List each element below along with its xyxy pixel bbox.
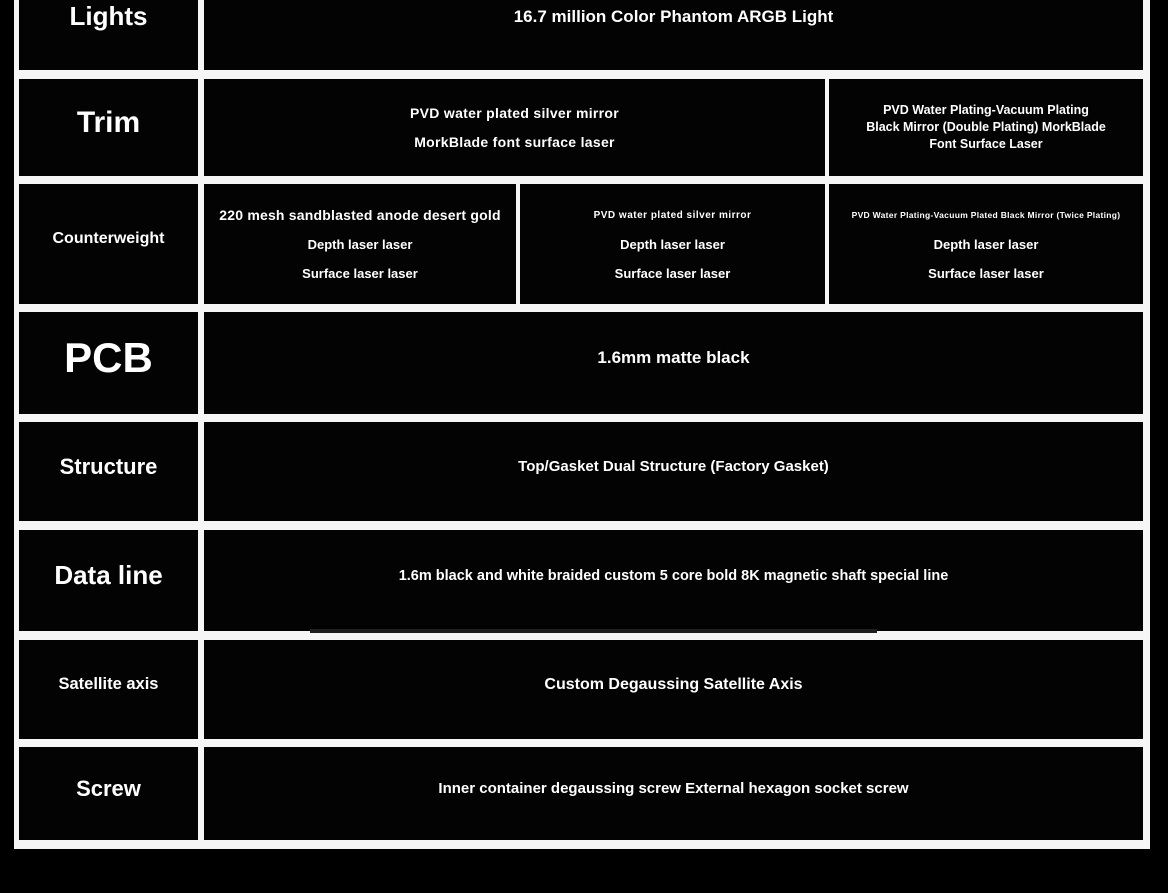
row-label-text: PCB (64, 334, 153, 381)
value-text: MorkBlade font surface laser (414, 133, 615, 150)
table-row (19, 530, 1143, 631)
value-text: Black Mirror (Double Plating) MorkBlade (866, 120, 1106, 134)
value-text: Surface laser laser (302, 265, 418, 281)
value-text: Depth laser laser (620, 236, 725, 252)
table-row (19, 79, 1143, 176)
value-text: Surface laser laser (614, 265, 731, 281)
table-row (19, 747, 1143, 840)
value-cell-counterweight-silver (520, 184, 825, 304)
value-text: Surface laser laser (928, 265, 1044, 281)
row-label-trim (19, 79, 198, 176)
row-values (204, 747, 1143, 840)
row-label-text: Screw (76, 775, 141, 801)
row-values (204, 422, 1143, 521)
row-values (204, 79, 1143, 176)
value-text: Top/Gasket Dual Structure (Factory Gasket) (518, 458, 829, 475)
value-cell-screw (204, 747, 1143, 840)
table-row (19, 422, 1143, 521)
value-cell-structure (204, 422, 1143, 521)
value-text: Font Surface Laser (929, 137, 1043, 151)
value-text: 1.6mm matte black (597, 348, 750, 367)
value-text: Depth laser laser (307, 236, 413, 252)
value-cell-trim-black (829, 79, 1143, 176)
value-text: 220 mesh sandblasted anode desert gold (219, 206, 501, 223)
row-values (204, 530, 1143, 631)
table-row (19, 640, 1143, 739)
value-text: Depth laser laser (933, 236, 1039, 252)
row-label-text: Trim (76, 105, 141, 139)
row-label-text: Lights (69, 1, 148, 31)
value-cell-counterweight-black (829, 184, 1143, 304)
row-label-lights (19, 0, 198, 70)
value-cell-pcb (204, 312, 1143, 414)
row-label-satellite-axis (19, 640, 198, 739)
value-text: PVD water plated silver mirror (410, 104, 619, 121)
value-cell-lights (204, 0, 1143, 70)
row-values (204, 184, 1143, 304)
value-cell-satellite-axis (204, 640, 1143, 739)
row-label-counterweight (19, 184, 198, 304)
value-text: 16.7 million Color Phantom ARGB Light (513, 7, 834, 26)
row-label-text: Counterweight (52, 230, 165, 247)
row-label-text: Satellite axis (58, 675, 159, 693)
row-label-screw (19, 747, 198, 840)
table-row (19, 184, 1143, 304)
row-label-structure (19, 422, 198, 521)
row-label-text: Structure (59, 453, 158, 479)
table-row (19, 0, 1143, 70)
value-cell-trim-silver (204, 79, 825, 176)
row-label-data-line (19, 530, 198, 631)
value-text: PVD water plated silver mirror (593, 209, 752, 221)
row-values (204, 312, 1143, 414)
value-cell-data-line (204, 530, 1143, 631)
grid-line-smudge (310, 629, 877, 633)
value-text: PVD Water Plating-Vacuum Plated Black Mirror (Twice Plating) (851, 209, 1121, 220)
row-values (204, 640, 1143, 739)
table-row (19, 312, 1143, 414)
row-values (204, 0, 1143, 70)
row-label-pcb (19, 312, 198, 414)
value-cell-counterweight-gold (204, 184, 516, 304)
row-label-text: Data line (54, 560, 163, 590)
spec-table (14, 0, 1150, 849)
value-text: Inner container degaussing screw External hexagon socket screw (438, 780, 909, 797)
value-text: Custom Degaussing Satellite Axis (544, 675, 803, 693)
value-text: 1.6m black and white braided custom 5 core bold 8K magnetic shaft special line (398, 567, 949, 584)
value-text: PVD Water Plating-Vacuum Plating (883, 103, 1089, 117)
